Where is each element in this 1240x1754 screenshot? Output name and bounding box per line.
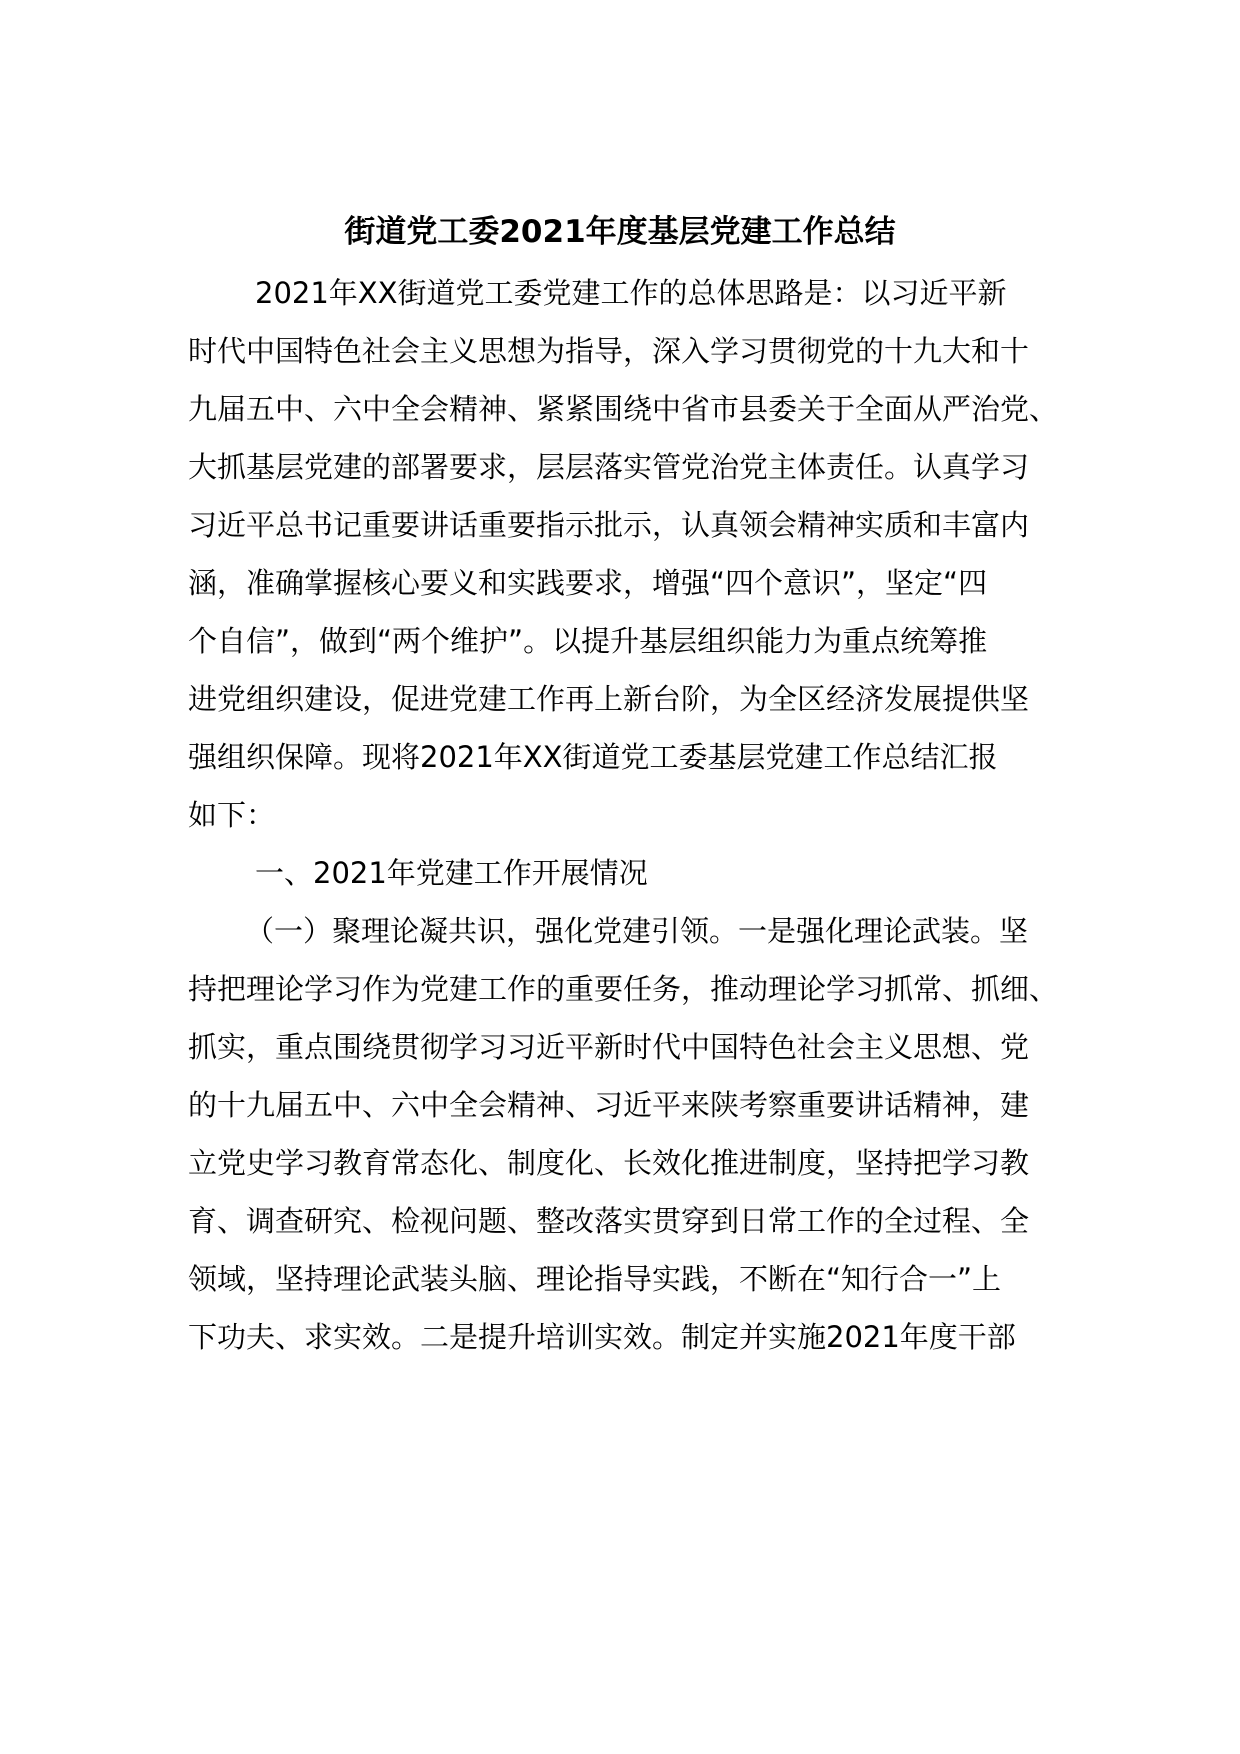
document-title: 街道党工委2021年度基层党建工作总结 (344, 214, 896, 250)
paragraph-line: 的十九届五中、六中全会精神、习近平来陕考察重要讲话精神，建 (188, 1088, 1030, 1122)
paragraph-line: 大抓基层党建的部署要求，层层落实管党治党主体责任。认真学习 (188, 450, 1030, 484)
paragraph-line: 抓实，重点围绕贯彻学习习近平新时代中国特色社会主义思想、党 (188, 1030, 1030, 1064)
paragraph-line: 九届五中、六中全会精神、紧紧围绕中省市县委关于全面从严治党、 (188, 392, 1059, 426)
paragraph-line: 领域，坚持理论武装头脑、理论指导实践，不断在“知行合一”上 (188, 1262, 1002, 1296)
paragraph-line: 习近平总书记重要讲话重要指示批示，认真领会精神实质和丰富内 (188, 508, 1030, 542)
paragraph-line: 育、调查研究、检视问题、整改落实贯穿到日常工作的全过程、全 (188, 1204, 1030, 1238)
paragraph-line: 时代中国特色社会主义思想为指导，深入学习贯彻党的十九大和十 (188, 334, 1030, 368)
paragraph-line: 个自信”，做到“两个维护”。以提升基层组织能力为重点统筹推 (188, 624, 988, 658)
paragraph-line: 如下： (188, 798, 276, 832)
paragraph-line: 强组织保障。现将2021年XX街道党工委基层党建工作总结汇报 (188, 740, 998, 774)
paragraph-line: （一）聚理论凝共识，强化党建引领。一是强化理论武装。坚 (245, 914, 1029, 948)
paragraph-line: 立党史学习教育常态化、制度化、长效化推进制度，坚持把学习教 (188, 1146, 1030, 1180)
paragraph-line: 持把理论学习作为党建工作的重要任务，推动理论学习抓常、抓细、 (188, 972, 1059, 1006)
paragraph-line: 下功夫、求实效。二是提升培训实效。制定并实施2021年度干部 (188, 1320, 1016, 1354)
paragraph-line: 2021年XX街道党工委党建工作的总体思路是：以习近平新 (255, 276, 1007, 310)
section-heading: 一、2021年党建工作开展情况 (255, 856, 648, 890)
paragraph-line: 进党组织建设，促进党建工作再上新台阶，为全区经济发展提供坚 (188, 682, 1030, 716)
paragraph-line: 涵，准确掌握核心要义和实践要求，增强“四个意识”，坚定“四 (188, 566, 988, 600)
